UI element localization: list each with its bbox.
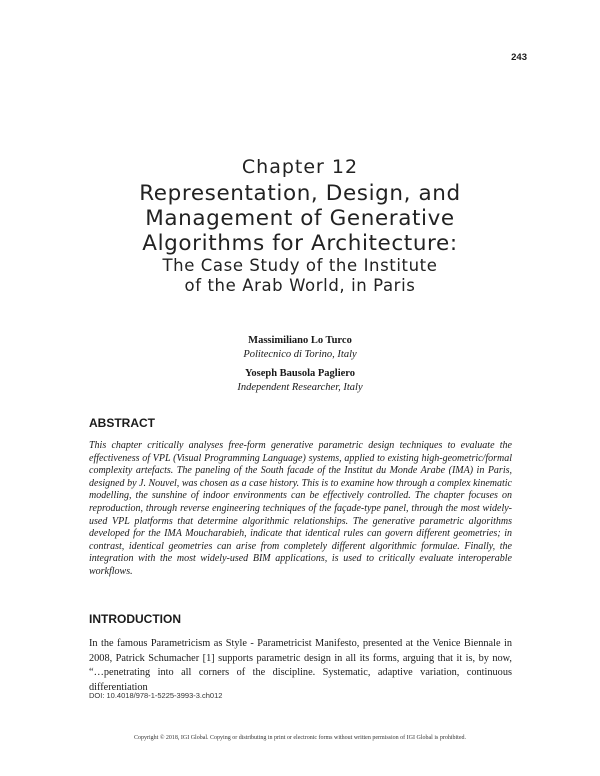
chapter-title	[0, 181, 600, 296]
title-line: Algorithms for Architecture:	[142, 231, 458, 256]
author-name: Massimiliano Lo Turco	[248, 335, 352, 346]
copyright-notice: Copyright © 2018, IGI Global. Copying or distributing in print or electronic forms without written permission of IGI Global is prohibited.	[133, 735, 466, 741]
abstract-text: This chapter critically analyses free-form generative parametric design techniques to evaluate the effectiveness of VPL (Visual Programming Language) systems, applied to existing high-geometric/formal complexity artefacts. The paneling of the South facade of the Institut du Monde Arabe (IMA) in Paris, designed by J. Nouvel, was chosen as a case history. This is to examine how through a complex kinematic modelling, the sunshine of indoor environments can be effectively controlled. The chapter focuses on reproduction, through reverse engineering techniques of the façade-type panel, through the most widely-used VPL platforms that determine algorithmic relationships. The generative parametric algorithms developed for the IMA Moucharabieh, indicate that identical rules can govern different geometries; in contrast, identical geometries can arise from completely different algorithmic formulae. Finally, the integration with the most widely-used BIM applications, is used to critically evaluate interoperable workflows.	[89, 440, 512, 577]
author-affiliation: Independent Researcher, Italy	[237, 382, 363, 393]
author-affiliation: Politecnico di Torino, Italy	[243, 349, 357, 360]
chapter-label: Chapter 12	[241, 156, 359, 178]
title-line: Management of Generative	[145, 206, 455, 231]
subtitle-line: of the Arab World, in Paris	[184, 276, 416, 295]
abstract-heading: ABSTRACT	[89, 416, 155, 430]
doi: DOI: 10.4018/978-1-5225-3993-3.ch012	[89, 691, 223, 700]
subtitle-line: The Case Study of the Institute	[162, 256, 438, 275]
page-number: 243	[511, 52, 527, 63]
introduction-text: In the famous Parametricism as Style - Parametricist Manifesto, presented at the Venice Biennale in 2008, Patrick Schumacher [1] supports parametric design in all its forms, arguing that it is, by now, “…penetrating into all corners of the discipline. Systematic, adaptive variation, continuous differentiation	[89, 638, 512, 693]
title-line: Representation, Design, and	[139, 181, 461, 206]
author-block	[0, 334, 600, 361]
introduction-heading: INTRODUCTION	[89, 612, 181, 626]
author-block	[0, 367, 600, 394]
author-name: Yoseph Bausola Pagliero	[244, 368, 356, 379]
